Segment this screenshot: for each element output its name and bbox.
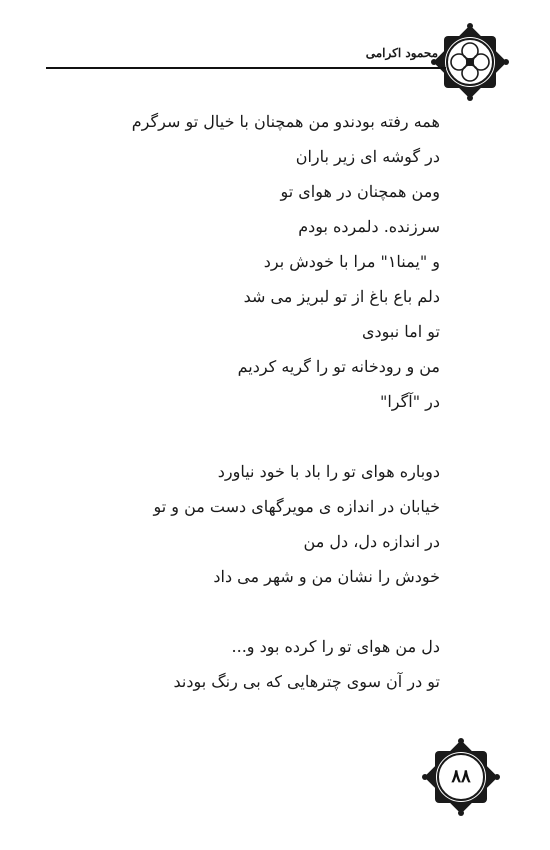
poem-line: من و رودخانه تو را گریه کردیم [237,357,440,376]
poem-line: در گوشه ای زیر باران [295,147,440,166]
running-header-author: محمود اکرامی [365,46,438,60]
poem-line: تو اما نبودی [362,322,440,341]
poem-line: در "آگرا" [380,392,440,411]
poem-line: همه رفته بودندو من همچنان با خیال تو سرگرم [131,112,440,131]
poem-line: و "یمنا۱" مرا با خودش برد [263,252,440,271]
poem-line: ومن همچنان در هوای تو [280,182,440,201]
poem-line: دلم باع باغ از تو لبریز می شد [243,287,440,306]
poem-line: تو در آن سوی چترهایی که بی رنگ بودند [173,672,440,691]
poem-body [120,104,440,699]
poem-line: خودش را نشان من و شهر می داد [213,567,440,586]
poem-line: خیابان در اندازه ی مویرگهای دست من و تو [153,497,440,516]
header-rule [46,67,446,69]
poem-line: در اندازه دل، دل من [303,532,440,551]
poem-line: سرزنده. دلمرده بودم [298,217,440,236]
poem-line: دوباره هوای تو را باد با خود نیاورد [217,462,440,481]
poem-line: دل من هوای تو را کرده بود و... [231,637,440,656]
stanza-gap [120,594,440,629]
rosette-ornament-icon [430,22,510,102]
page-number: ۸۸ [451,766,471,787]
stanza-gap [120,419,440,454]
